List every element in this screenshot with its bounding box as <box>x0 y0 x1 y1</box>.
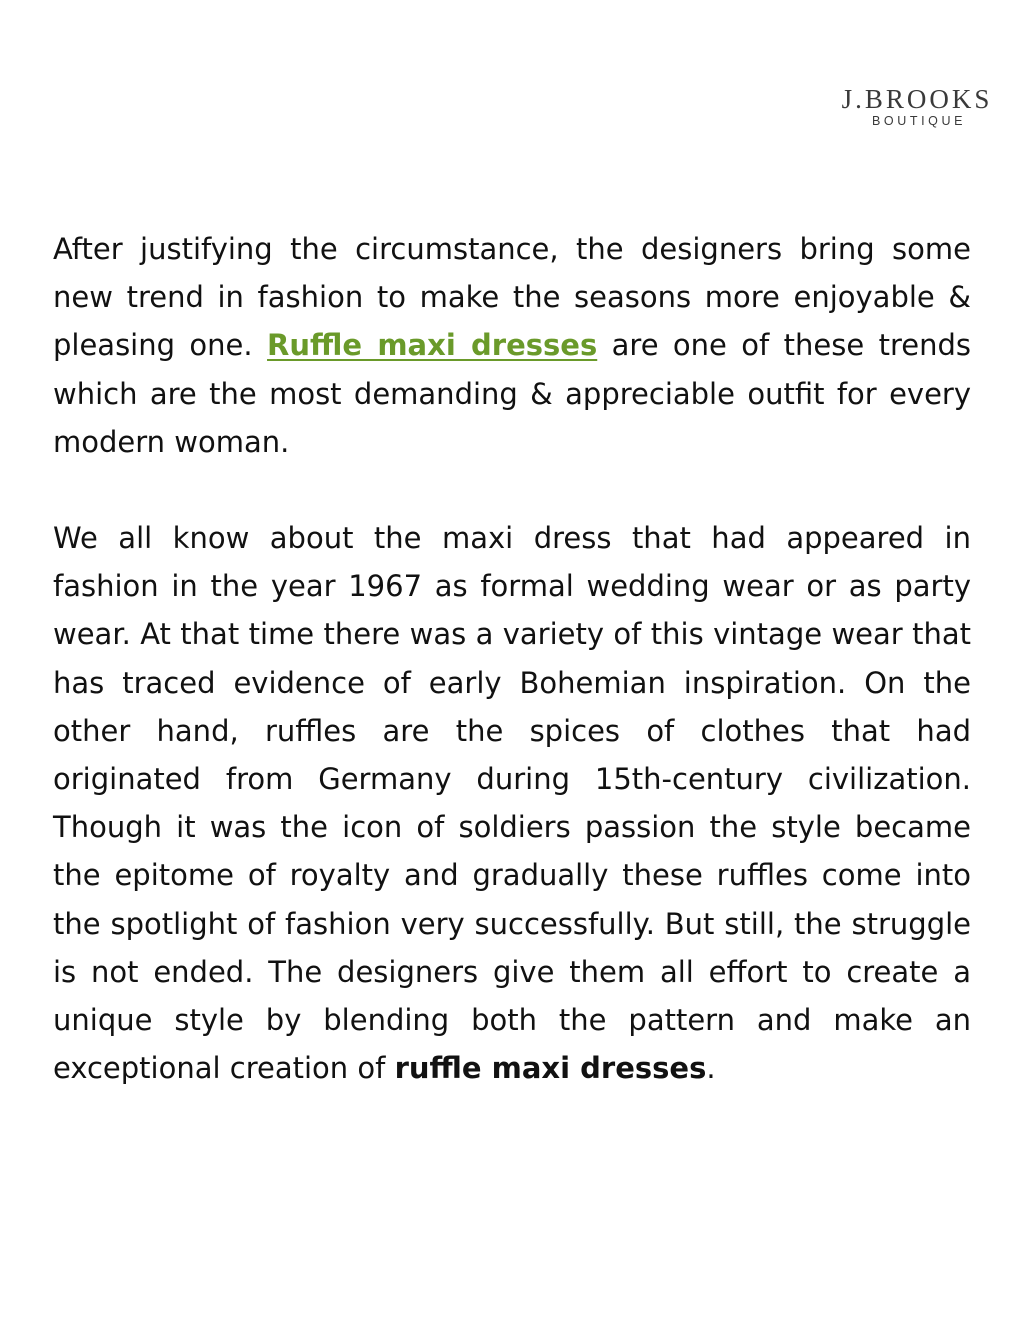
logo-subtitle: BOUTIQUE <box>871 114 967 128</box>
ruffle-maxi-dresses-link[interactable]: Ruffle maxi dresses <box>267 328 598 363</box>
paragraph-history <box>53 514 971 1092</box>
brand-logo <box>832 84 1002 128</box>
intro-text: After justifying the circumstance, the designers bring some new trend in fashion to make the seasons more enjoyable & pleasing one. <box>53 232 971 363</box>
history-end: . <box>706 1051 716 1086</box>
intro-text-continued: are one of these trends which are the most demanding & appreciable outfit for every modern woman. <box>53 328 971 459</box>
article-body <box>53 225 971 1092</box>
logo-wordmark: J.BROOKS <box>841 84 993 114</box>
history-text: We all know about the maxi dress that had appeared in fashion in the year 1967 as formal wedding wear or as party wear. At that time there was a variety of this vintage wear that has traced evidence of early Bohemian inspiration. On the other hand, ruffles are the spices of clothes that had originated from Germany during 15th-century civilization. Though it was the icon of soldiers passion the style became the epitome of royalty and gradually these ruffles come into the spotlight of fashion very successfully. But still, the struggle is not ended. The designers give them all effort to create a unique style by blending both the pattern and make an exceptional creation of <box>53 521 971 1086</box>
bold-keyword: ruffle maxi dresses <box>394 1051 707 1086</box>
paragraph-intro <box>53 225 971 466</box>
